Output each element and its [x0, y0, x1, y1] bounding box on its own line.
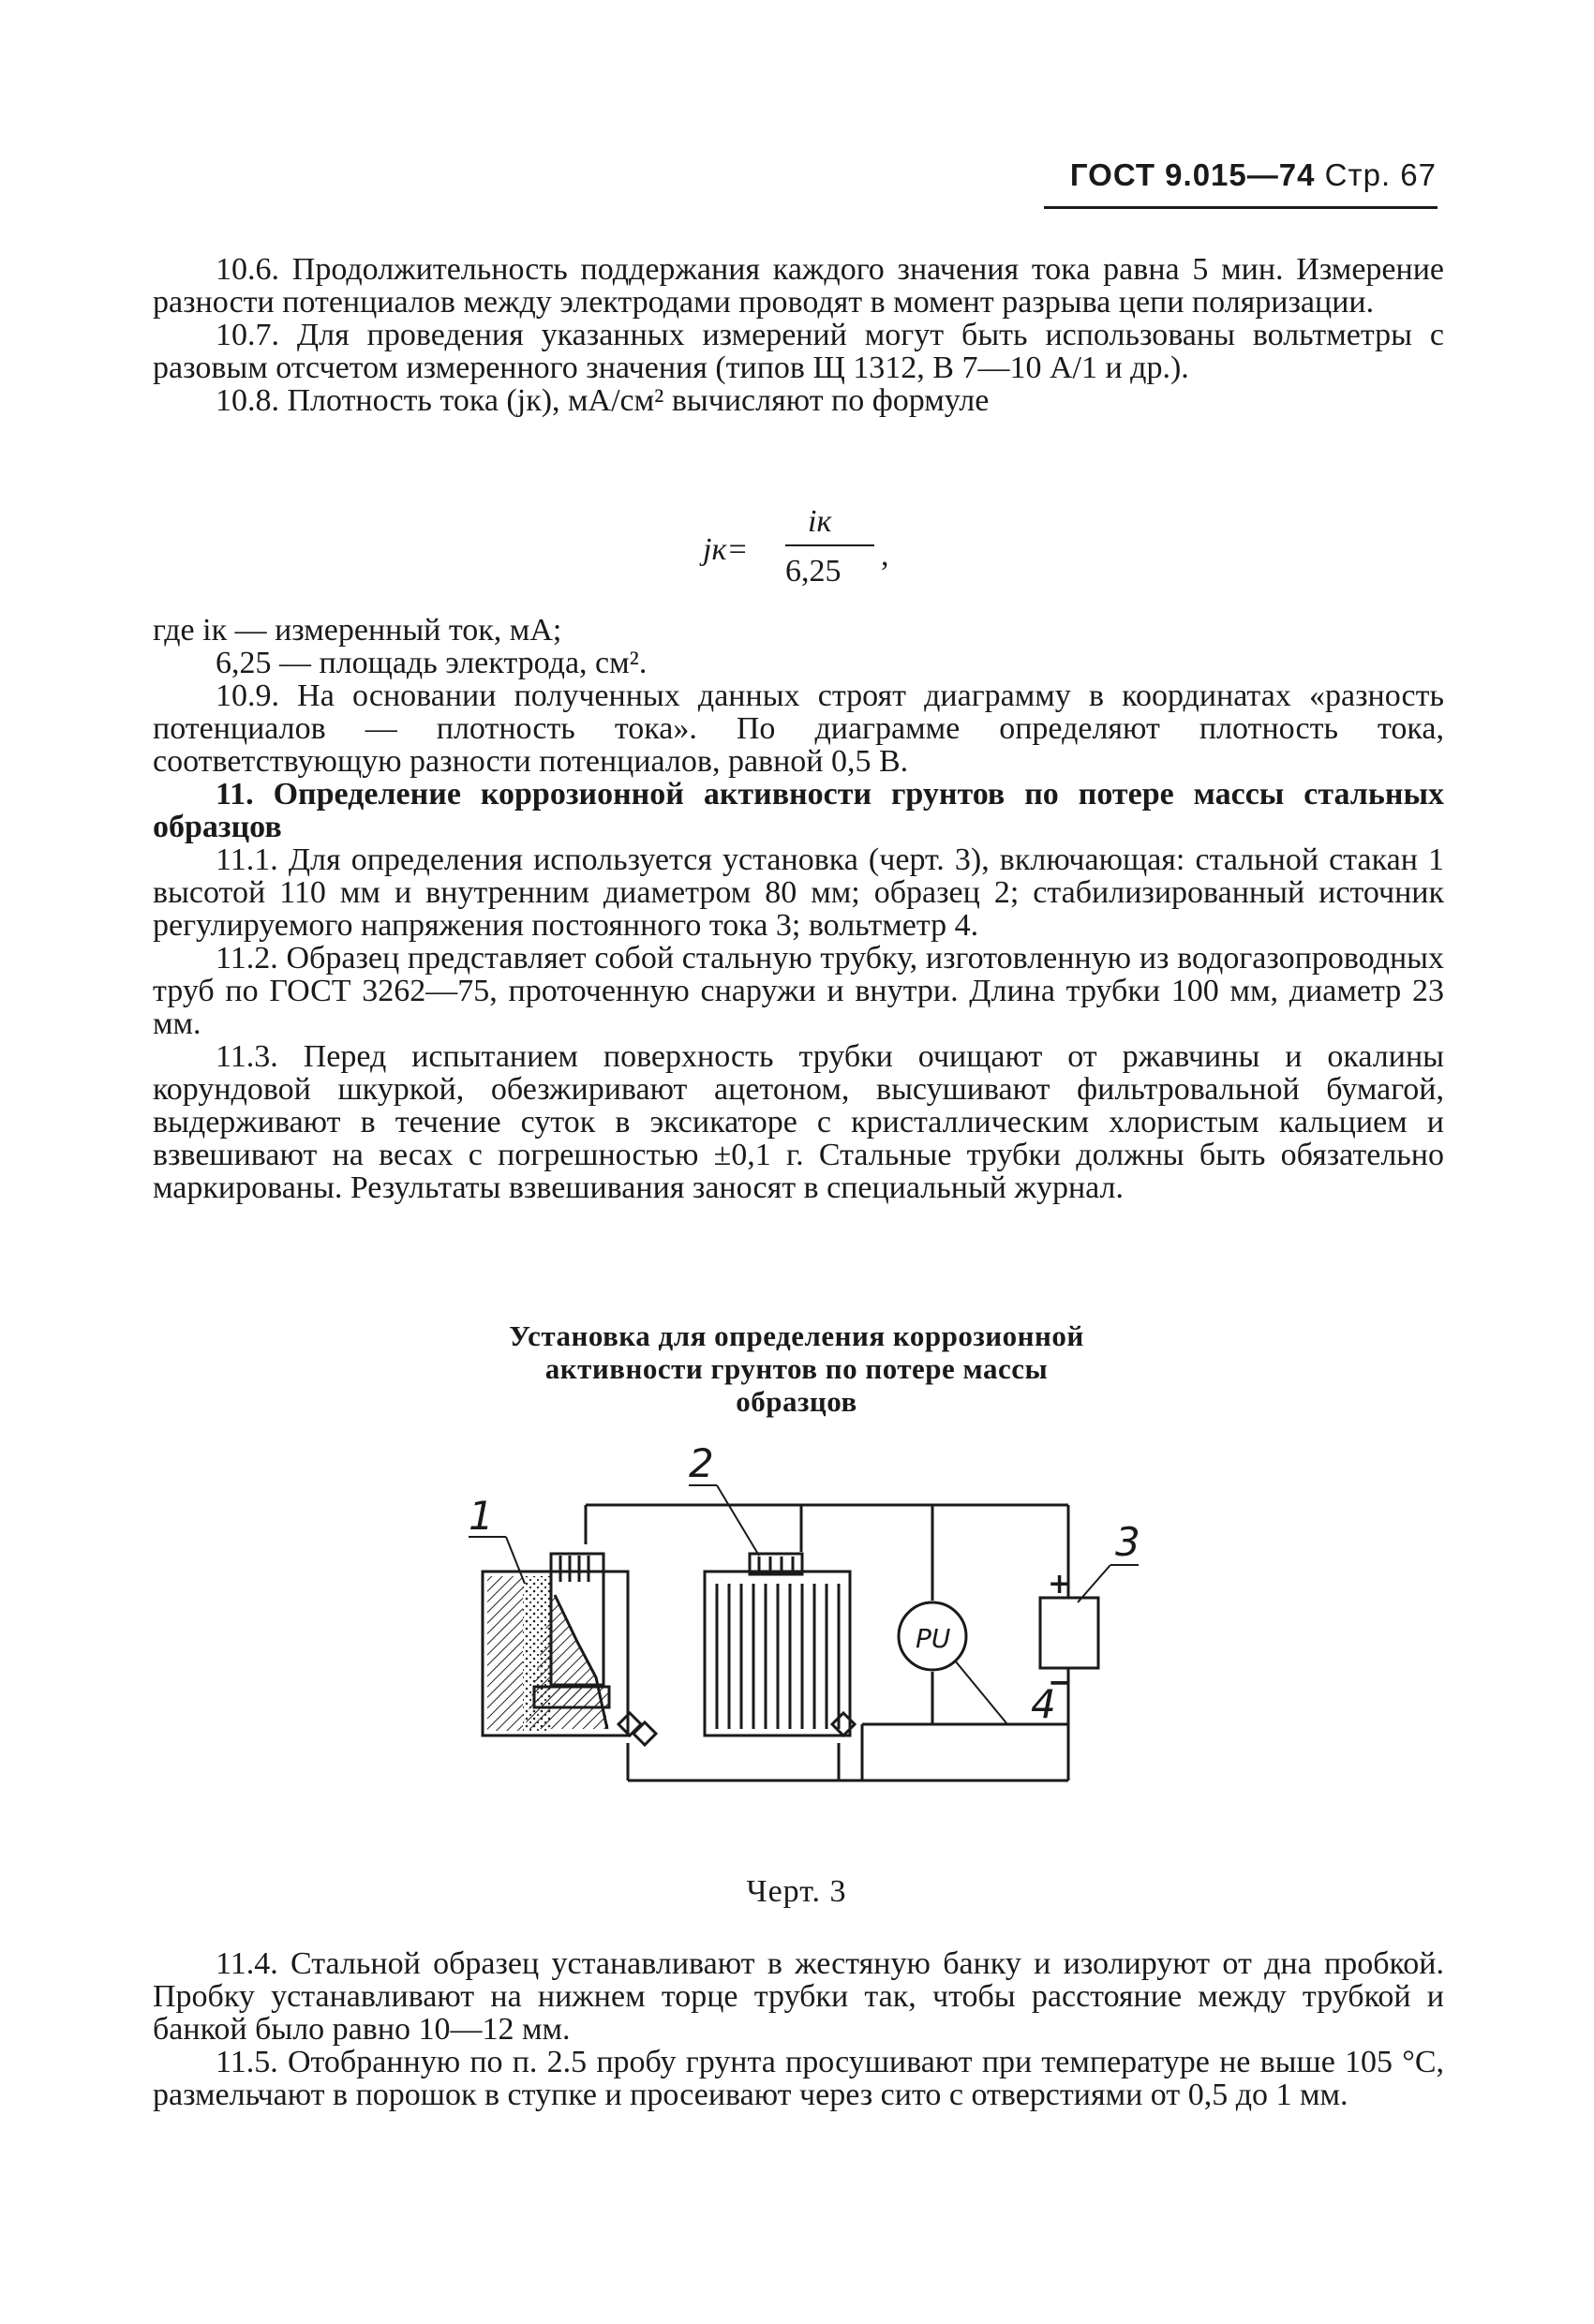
label-1: 1 — [469, 1493, 494, 1539]
leader-4 — [955, 1661, 1007, 1724]
paragraph-11-5: 11.5. Отобранную по п. 2.5 пробу грунта просушивают при температуре не выше 105 °С, размельчают в порошок в ступке и просеивают через сито с отверстиями от 0,5 до 1 мм. — [153, 2045, 1444, 2112]
formula-denominator: 6,25 — [785, 554, 842, 588]
text-block-3 — [153, 1947, 1444, 2111]
leader-2 — [717, 1485, 759, 1556]
figure-title-line-3: образцов — [736, 1385, 857, 1418]
dc-source — [1040, 1598, 1098, 1668]
gost-number: ГОСТ 9.015—74 — [1069, 157, 1316, 192]
paragraph-10-9: 10.9. На основании полученных данных строят диаграмму в координатах «разность потенциалов — плотность тока». По диаграмме определяют плотность тока, соответствующую разности потенциалов, равной 0,5 В. — [153, 678, 1444, 779]
paragraph-11-2: 11.2. Образец представляет собой стальную трубку, изготовленную из водогазопроводных труб по ГОСТ 3262—75, проточенную снаружи и внутри. Длина трубки 100 мм, диаметр 23 мм. — [153, 941, 1444, 1041]
section-11-heading: 11. Определение коррозионной активности грунтов по потере массы стальных образцов — [153, 777, 1444, 844]
voltmeter-label: PU — [916, 1623, 951, 1654]
plus-sign: + — [1048, 1568, 1072, 1601]
figure-title-line-2: активности грунтов по потере массы — [544, 1352, 1049, 1385]
label-4: 4 — [1031, 1681, 1056, 1727]
formula-lhs: jк= — [703, 532, 749, 567]
figure-caption: Черт. 3 — [746, 1874, 847, 1909]
formula-comma: , — [881, 538, 889, 573]
paragraph-11-4: 11.4. Стальной образец устанавливают в жестяную банку и изолируют от дна пробкой. Пробку устанавливают на нижнем торце трубки так, чтобы расстояние между трубкой и банкой было равно 10—12 мм. — [153, 1946, 1444, 2047]
cup-wall-section — [487, 1576, 523, 1731]
label-2: 2 — [689, 1440, 714, 1486]
where-line-2: 6,25 — площадь электрода, см². — [216, 646, 648, 680]
stopper-1 — [534, 1687, 609, 1707]
minus-sign: − — [1048, 1664, 1073, 1700]
where-line-1: где iк — измеренный ток, мА; — [153, 613, 562, 648]
paragraph-11-1: 11.1. Для определения используется установка (черт. 3), включающая: стальной стакан 1 высотой 110 мм и внутренним диаметром 80 мм; образец 2; стабилизированный источник регулируемого напряжения постоянного тока 3; вольтметр 4. — [153, 842, 1444, 943]
paragraph-10-7: 10.7. Для проведения указанных измерений могут быть использованы вольтметры с разовым отсчетом измеренного значения (типов Щ 1312, В 7—10 А/1 и др.). — [153, 318, 1444, 385]
paragraph-11-3: 11.3. Перед испытанием поверхность трубки очищают от ржавчины и окалины корундовой шкуркой, обезжиривают ацетоном, высушивают фильтровальной бумагой, выдерживают в течение суток в эксикаторе с кристаллическим хлористым кальцием и взвешивают на весах с погрешностью ±0,1 г. Стальные трубки должны быть обязательно маркированы. Результаты взвешивания заносят в специальный журнал. — [153, 1039, 1444, 1205]
paragraph-10-8: 10.8. Плотность тока (jк), мА/см² вычисляют по формуле — [216, 383, 990, 418]
terminal-1 — [618, 1713, 656, 1745]
cup-2-ribs — [717, 1557, 839, 1729]
formula-numerator: iк — [808, 504, 832, 539]
label-3: 3 — [1115, 1519, 1140, 1565]
figure-title-line-1: Установка для определения коррозионной — [509, 1319, 1084, 1352]
page-number: Стр. 67 — [1324, 157, 1437, 192]
paragraph-10-6: 10.6. Продолжительность поддержания каждого значения тока равна 5 мин. Измерение разности потенциалов между электродами проводят в момент разрыва цепи поляризации. — [153, 252, 1444, 320]
